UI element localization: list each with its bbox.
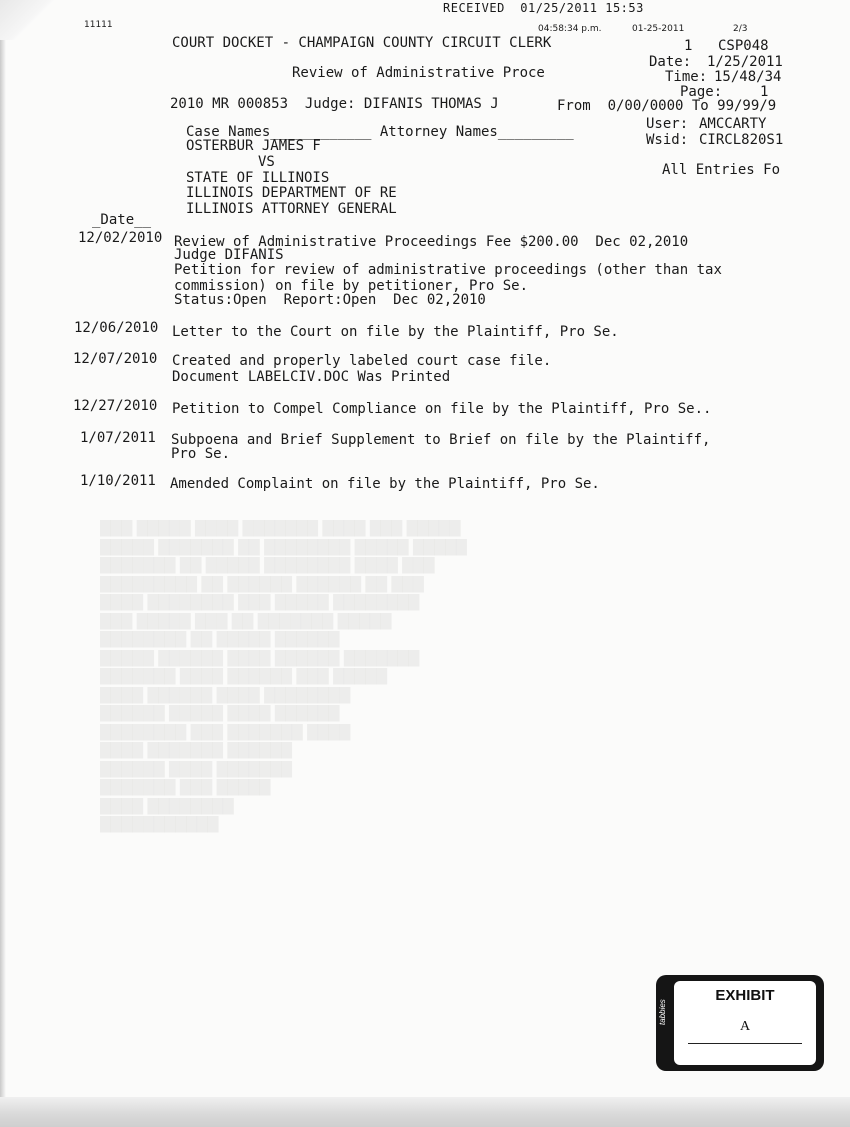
fax-page-of: 2/3	[733, 24, 748, 34]
date-value: 1/25/2011	[707, 54, 783, 70]
entry-text-line: Subpoena and Brief Supplement to Brief on file by the Plaintiff,	[171, 432, 711, 448]
exhibit-label-area	[674, 981, 816, 1065]
plaintiff-name: OSTERBUR JAMES F	[186, 138, 321, 154]
entry-text-line: Judge DIFANIS	[174, 247, 284, 263]
user-label: User:	[646, 116, 689, 132]
entry-date: 12/06/2010	[74, 320, 159, 336]
case-names-header: Case Names____________ Attorney Names_________	[186, 124, 574, 140]
page-label: Page:	[680, 84, 723, 100]
time-label: Time:	[665, 69, 708, 85]
entry-text-line: Petition for review of administrative proceedings (other than tax	[174, 262, 722, 278]
entry-date: 1/07/2011	[80, 430, 156, 446]
report-code: CSP048	[718, 38, 769, 54]
fax-date-stamp: 01-25-2011	[632, 24, 685, 34]
folded-corner	[0, 0, 70, 40]
defendant-name: ILLINOIS ATTORNEY GENERAL	[186, 201, 397, 217]
entry-date: 12/07/2010	[73, 351, 158, 367]
entry-text-line: Review of Administrative Proceedings Fee $200.00 Dec 02,2010	[174, 234, 689, 250]
exhibit-title: EXHIBIT	[715, 987, 775, 1004]
entry-text-line: Document LABELCIV.DOC Was Printed	[172, 369, 451, 385]
entry-text-line: Letter to the Court on file by the Plaintiff, Pro Se.	[172, 324, 619, 340]
wsid-value: CIRCL820S1	[699, 132, 784, 148]
entry-text-line: Pro Se.	[171, 446, 231, 462]
report-page-number: 1	[684, 38, 693, 54]
versus-label: VS	[258, 154, 275, 170]
entry-text-line: Petition to Compel Compliance on file by the Plaintiff, Pro Se..	[172, 401, 712, 417]
exhibit-sticker	[656, 975, 824, 1071]
all-entries-label: All Entries Fo	[662, 162, 781, 178]
entries-date-header: _Date__	[92, 212, 152, 228]
exhibit-letter: A	[739, 1019, 751, 1034]
scan-bottom-edge	[0, 1097, 850, 1127]
page-value: 1	[760, 84, 769, 100]
entry-date: 12/02/2010	[78, 230, 163, 246]
entry-date: 12/27/2010	[73, 398, 158, 414]
time-value: 15/48/34	[714, 69, 782, 85]
date-label: Date:	[649, 54, 692, 70]
entry-date: 1/10/2011	[80, 473, 156, 489]
entry-text-line: Status:Open Report:Open Dec 02,2010	[174, 292, 486, 308]
report-title: COURT DOCKET - CHAMPAIGN COUNTY CIRCUIT CLERK	[172, 35, 552, 51]
entry-text-line: Amended Complaint on file by the Plaintiff, Pro Se.	[170, 476, 600, 492]
sticker-brand-label: tabbies	[658, 999, 667, 1025]
wsid-label: Wsid:	[646, 132, 689, 148]
scan-left-edge	[0, 0, 6, 1127]
fax-time-stamp: 04:58:34 p.m.	[538, 24, 602, 34]
exhibit-underline	[688, 1043, 802, 1044]
bleed-through-text: ███ █████ ████ ███████ ████ ███ █████ █████ ███████ ██ ████████ █████ █████ ███████ ██ █████ ████████ ████ ███ █████████ ██ ██████ ██████ ██ ███ ████ ████████ ███ █████ ████████ ███ █████ ███ ██ ███████ █████ ████████ ██ █████ ██████ █████ ██████ ████ ██████ ███████ ███████ ████ ██████ ███ █████ ████ ██████ ████ ████████ ██████ █████ ████ ██████ ████████ ███ ███████ ████ ████ ███████ ██████ ██████ ████ ███████ ███████ ███ █████ ████ ████████ ███████████	[100, 521, 467, 833]
fax-left-code: 11111	[84, 20, 113, 30]
defendant-name: STATE OF ILLINOIS	[186, 170, 330, 186]
entry-text-line: commission) on file by petitioner, Pro Se.	[174, 278, 529, 294]
defendant-name: ILLINOIS DEPARTMENT OF RE	[186, 185, 397, 201]
report-subtitle: Review of Administrative Proce	[292, 65, 545, 81]
user-value: AMCCARTY	[699, 116, 767, 132]
entry-text-line: Created and properly labeled court case file.	[172, 353, 552, 369]
from-range: From 0/00/0000 To 99/99/9	[557, 98, 777, 114]
case-line: 2010 MR 000853 Judge: DIFANIS THOMAS J	[170, 96, 499, 112]
fax-received-stamp: RECEIVED 01/25/2011 15:53	[443, 1, 644, 15]
